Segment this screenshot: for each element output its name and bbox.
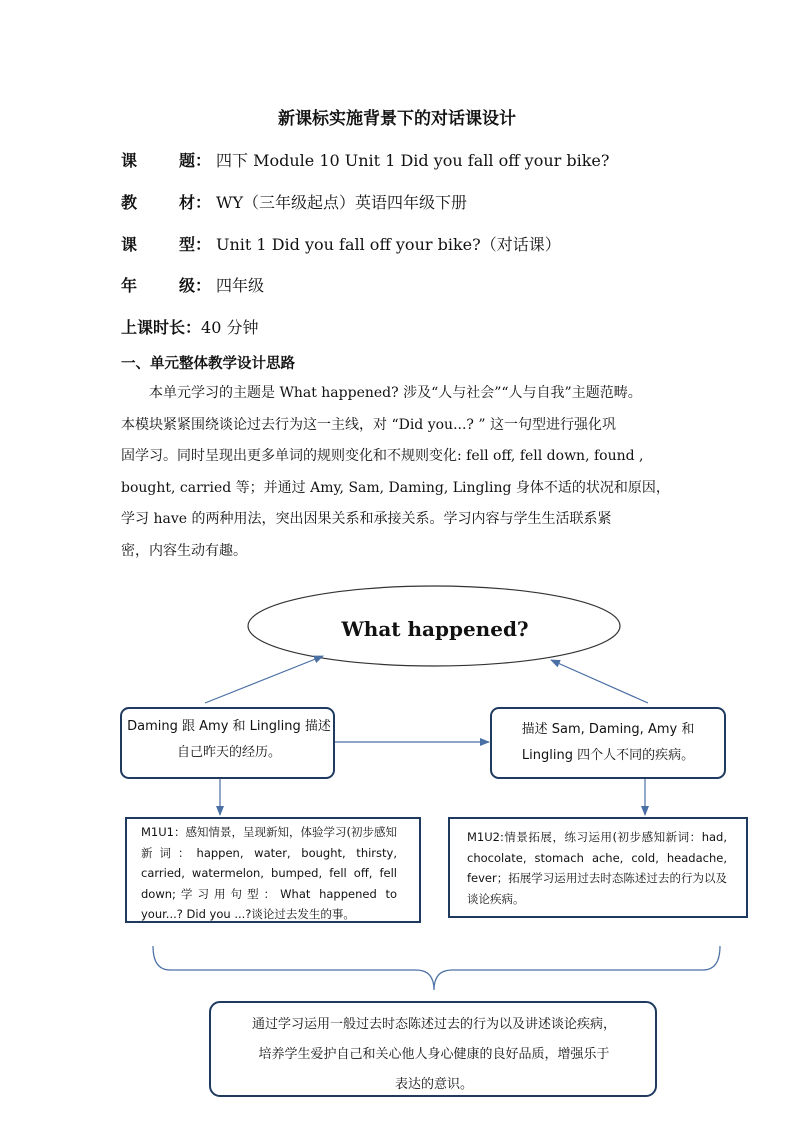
paragraph-line: 本单元学习的主题是 What happened? 涉及“人与社会”“人与自我”主题范畴。 (149, 385, 642, 401)
field-value: 四年级 (216, 276, 265, 295)
right-detail-text: M1U2:情景拓展，练习运用(初步感知新词：had, chocolate, stomach ache, cold, headache, fever；拓展学习运用过去时态陈述过去的行为以及谈论疾病。 (467, 830, 727, 906)
summary-line: 培养学生爱护自己和关心他人身心健康的良好品质，增强乐于 (258, 1047, 610, 1062)
field-value: 四下 Module 10 Unit 1 Did you fall off your bike? (216, 151, 610, 170)
paragraph-line: 固学习。同时呈现出更多单词的规则变化和不规则变化: fell off, fell down, found , (121, 448, 644, 464)
left-box-line: Daming 跟 Amy 和 Lingling 描述 (127, 719, 331, 734)
arrow-right-to-oval (551, 660, 648, 703)
field-value: Unit 1 Did you fall off your bike?（对话课） (216, 235, 561, 254)
left-box-line: 自己昨天的经历。 (176, 745, 281, 760)
field-value: 40 分钟 (201, 318, 259, 337)
paragraph-line: 密，内容生动有趣。 (121, 542, 247, 559)
summary-box (222, 1010, 646, 1100)
field-label-char: 材： (179, 193, 212, 212)
right-box-line: 描述 Sam, Daming, Amy 和 (521, 722, 695, 737)
center-label: What happened? (341, 617, 529, 641)
arrow-left-to-oval (205, 656, 323, 703)
right-box-line: Lingling 四个人不同的疾病。 (521, 748, 695, 763)
field-label-char: 型： (179, 235, 212, 254)
section-heading: 一、单元整体教学设计思路 (121, 355, 295, 372)
paragraph-line: 本模块紧紧围绕谈论过去行为这一主线，对 “Did you...? ” 这一句型进行强化巩 (121, 416, 616, 433)
summary-line: 通过学习运用一般过去时态陈述过去的行为以及讲述谈论疾病， (251, 1017, 616, 1032)
field-label-char: 题： (179, 151, 212, 170)
field-label-char: 教 (121, 193, 138, 212)
field-value: WY（三年级起点）英语四年级下册 (216, 193, 468, 212)
field-label-char: 级： (179, 276, 212, 295)
field-label-char: 课 (121, 151, 138, 170)
left-box (124, 714, 334, 766)
summary-brace (153, 946, 720, 990)
paragraph-line: 学习 have 的两种用法，突出因果关系和承接关系。学习内容与学生生活联系紧 (121, 511, 612, 527)
page-title: 新课标实施背景下的对话课设计 (278, 109, 516, 129)
field-label-char: 课 (121, 235, 138, 254)
left-detail-text: M1U1：感知情景，呈现新知，体验学习(初步感知新词：happen, water, bought, thirsty, carried, watermelon, bumped, fell off, fell down;学习用句型：What happened to your...? Did you ...?谈论过去发生的事。 (141, 825, 397, 921)
right-box (494, 717, 722, 769)
summary-line: 表达的意识。 (394, 1077, 473, 1092)
field-label-char: 年 (121, 276, 138, 295)
field-label: 上课时长： (121, 318, 202, 337)
paragraph-line: bought, carried 等；并通过 Amy, Sam, Daming, Lingling 身体不适的状况和原因， (121, 479, 670, 496)
